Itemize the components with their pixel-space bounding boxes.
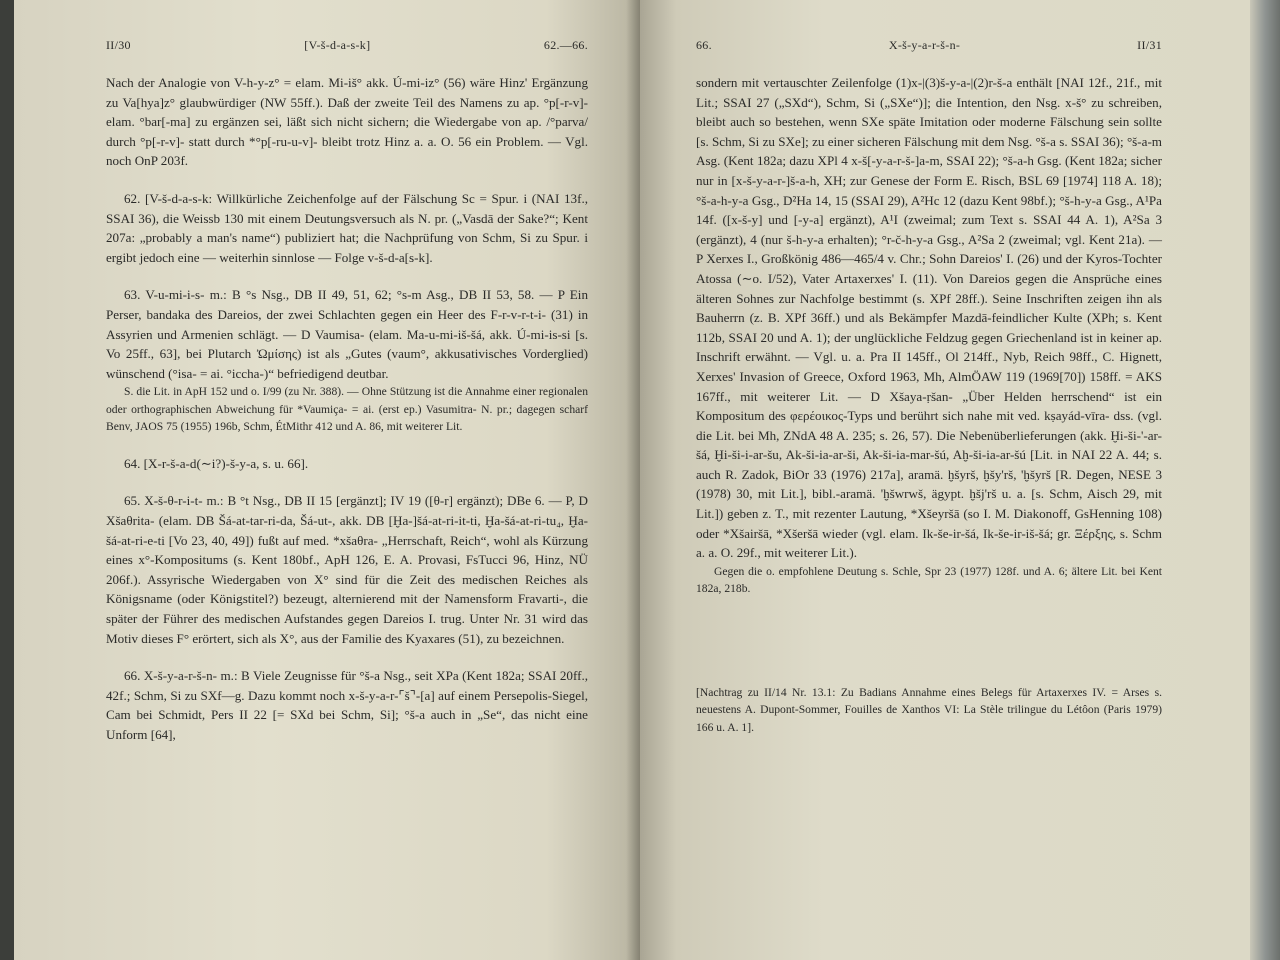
text-paragraph: 65. X-š-θ-r-i-t- m.: B °t Nsg., DB II 15 [ergänzt]; IV 19 ([θ-r] ergänzt); DBe 6. — P, D Xšaθrita- (elam. DB Šá-at-tar-ri-da, Šá-ut-, akk. DB [Ḫa-]šá-at-ri-it-ti, Ḫa-šá-at-ri-tu₄, Ḫa-šá-at-ri-e-ti [Vo 23, 40, 49]) fußt auf med. *xšaθra- „Herrschaft, Reich“, wohl als Kürzung eines x°-Kompositums (s. Kent 180bf., ApH 126, E. A. Provasi, FsTucci 96, Hinz, NÜ 206f.). Assyrische Wiedergaben von X° sind für die Zeit des medischen Reiches als Königsname (oder Königstitel?) bezeugt, alternierend mit der Namensform Fravarti-, die später der Führer des medischen Aufstandes gegen Dareios I. trug. Unter Nr. 31 wird das Motiv dieses F° erörtert, sich als X°, aus der Familie des Kyaxares (51), zu bezeichnen. xyxy=(106,493,588,646)
left-page xyxy=(14,0,640,960)
text-paragraph: Gegen die o. empfohlene Deutung s. Schle, Spr 23 (1977) 128f. und A. 6; ältere Lit. bei Kent 182a, 218b. xyxy=(696,564,1162,596)
book-spread xyxy=(14,0,1280,960)
left-page-body xyxy=(106,73,588,745)
text-paragraph: Nach der Analogie von V-h-y-z° = elam. Mi-iš° akk. Ú-mi-iz° (56) wäre Hinz' Ergänzung zu Va[hya]z° glaubwürdiger (NW 55ff.). Daß der zweite Teil des Namens zu ap. °p[-r-v]- elam. °bar[-ma] zu ergänzen sei, läßt sich nicht sichern; die Wiedergabe von ap. /°parva/ durch °p[-r-v]- statt durch *°p[-ru-u-v]- bleibt trotz Hinz a. a. O. 56 ein Problem. — Vgl. noch OnP 203f. xyxy=(106,75,588,169)
book-cover-edge xyxy=(1250,0,1280,960)
left-header-range: 62.—66. xyxy=(543,38,588,52)
left-page-number: II/30 xyxy=(106,38,131,52)
right-page-number: II/31 xyxy=(1137,38,1162,52)
right-header-title: X-š-y-a-r-š-n- xyxy=(888,38,961,52)
text-paragraph: S. die Lit. in ApH 152 und o. I/99 (zu Nr. 388). — Ohne Stützung ist die Annahme einer regionalen oder orthographischen Abweichung für *Vaumiça- = ai. (erst ep.) Vasumitra- N. pr.; dagegen scharf Benv, JAOS 75 (1955) 196b, Schm, ÉtMithr 412 und A. 86, mit weiterer Lit. xyxy=(106,385,588,434)
text-paragraph: 62. [V-š-d-a-s-k: Willkürliche Zeichenfolge auf der Fälschung Sc = Spur. i (NAI 13f., SSAI 36), die Weissb 130 mit einem Deutungsversuch als N. pr. („Vasdā der Sake?“; Kent 207a: „probably a man's name“) publiziert hat; die Nachprüfung von Schm, Si zu Spur. i ergibt jedoch eine — weiterhin sinnlose — Folge v-š-d-a[s-k]. xyxy=(106,190,588,265)
text-paragraph: sondern mit vertauschter Zeilenfolge (1)x-|(3)š-y-a-|(2)r-š-a enthält [NAI 12f., 21f., mit Lit.; SSAI 27 („SXd“), Schm, Si („SXe“)]; die Intention, den Nsg. x-š° zu schreiben, bleibt auch so bestehen, wenn SXe späte Imitation oder moderne Fälschung sein sollte [s. Schm, Si zu SXe]; zu einer sicheren Fälschung mit dem Nsg. °š-a s. SSAI 36); °š-a-m Asg. (Kent 182a; dazu XPl 4 x-š[-y-a-r-š-]a-m, SSAI 22); °š-a-h Gsg. (Kent 182a; sicher nur in [x-š-y-a-r-]š-a-h, XH; zur Genese der Form E. Risch, BSL 69 [1974] 118 A. 18); °š-a-h-y-a Gsg., D²Ha 14, 15 (SSAI 29), A²Hc 12 (dazu Kent 98bf.); °š-h-y-a Gsg., A¹Pa 14f. ([x-š-y] und [-y-a] ergänzt), A¹I (zweimal; zum Text s. SSAI 44 A. 1), A²Sa 3 (ergänzt), 4 (nur š-h-y-a erhalten); °r-č-h-y-a Gsg., A²Sa 2 (zweimal; vgl. Kent 21a). — P Xerxes I., Großkönig 486—465/4 v. Chr.; Sohn Dareios' I. (26) und der Kyros-Tochter Atossa (∼o. I/52), Vater Artaxerxes' I. (11). Von Dareios gegen die Ansprüche eines älteren Sohnes zur Nachfolge bestimmt (s. XPf 28ff.). Seine Inschriften zeigen ihn als Bauherrn (z. B. XPf 36ff.) und als Bekämpfer Mazdā-feindlicher Kulte (XPh; s. Kent 112b, SSAI 20 und A. 1); der unglückliche Feldzug gegen Griechenland ist in keiner ap. Inschrift erwähnt. — Vgl. u. a. Pra II 145ff., Ol 214ff., Nyb, Reich 98ff., C. Hignett, Xerxes' Invasion of Greece, Oxford 1963, Mh, AlmÖAW 119 (1969[70]) 158ff. = AKS 167ff., mit weiterer Lit. — D Xšaya-ṛšan- „Über Helden herrschend“ ist ein Kompositum des φερέοικος-Typs und berührt sich nahe mit ved. kṣayád-vīra- dss. (vgl. die Lit. bei Mh, ZNdA 48 A. 235; s. 26, 57). Die Nebenüberlieferungen (akk. Ḫi-ši-'-ar-šá, Ḫi-ši-i-ar-šu, Ak-ši-ia-ar-ši, Ak-ši-ia-mar-šú, Aḫ-ši-ia-ar-šú [Lit. in NAI 22 A. 44; s. auch R. Zadok, BiOr 33 (1976) 217a], aramä. ḫšyrš, ḫšy'rš, 'ḫšyrš [R. Degen, NESE 3 (1978) 30, mit Lit.], bibl.-aramä. 'ḫšwrwš, ägypt. ḫšj'rš u. a. [s. Schm, Aisch 29, mit Lit.]) geben z. T., mit rezenter Lautung, *Xšeyršā (so I. M. Diakonoff, GsHenning 108) oder *Xšairšā, *Xšeršā wieder (vgl. elam. Ik-še-ir-šá, Ik-še-ir-iš-šá; gr. Ξέρξης, s. Schm a. a. O. 29f., mit weiterer Lit.). xyxy=(696,75,1162,561)
left-header-title: [V-š-d-a-s-k] xyxy=(304,38,371,52)
addendum-note: [Nachtrag zu II/14 Nr. 13.1: Zu Badians Annahme eines Belegs für Artaxerxes IV. = Arses s. neuestens A. Dupont-Sommer, Fouilles de Xanthos VI: La Stèle trilingue du Létôon (Paris 1979) 166 u. A. 1]. xyxy=(696,685,1162,734)
text-paragraph: 66. X-š-y-a-r-š-n- m.: B Viele Zeugnisse für °š-a Nsg., seit XPa (Kent 182a; SSAI 20ff., 42f.; Schm, Si zu SXf—g. Dazu kommt noch x-š-y-a-r-⌜š⌝-[a] auf einem Persepolis-Siegel, Cam bei Schmidt, Pers II 22 [= SXd bei Schm, Si]; °š-a auch in „Se“, das nicht eine Unform [64], xyxy=(106,668,588,742)
text-paragraph: 64. [X-r-š-a-d(∼i?)-š-y-a, s. u. 66]. xyxy=(124,455,309,471)
right-header-range: 66. xyxy=(696,38,712,52)
left-running-head xyxy=(106,38,588,53)
right-running-head xyxy=(696,38,1162,53)
right-page xyxy=(640,0,1252,960)
right-page-body xyxy=(696,73,1162,598)
text-paragraph: 63. V-u-mi-i-s- m.: B °s Nsg., DB II 49, 51, 62; °s-m Asg., DB II 53, 58. — P Ein Perser, bandaka des Dareios, der zwei Schlachten gegen ein Heer des F-r-v-r-t-i- (31) in Assyrien und Armenien schlägt. — D Vaumisa- (elam. Ma-u-mi-iš-šá, akk. Ú-mi-is-si [s. Vo 25ff., 63], bei Plutarch Ὠμίσης) ist als „Gutes (vaum°, akkusativisches Vorderglied) wünschend (°isa- = ai. °iccha-)“ befriedigend deutbar. xyxy=(106,287,588,381)
